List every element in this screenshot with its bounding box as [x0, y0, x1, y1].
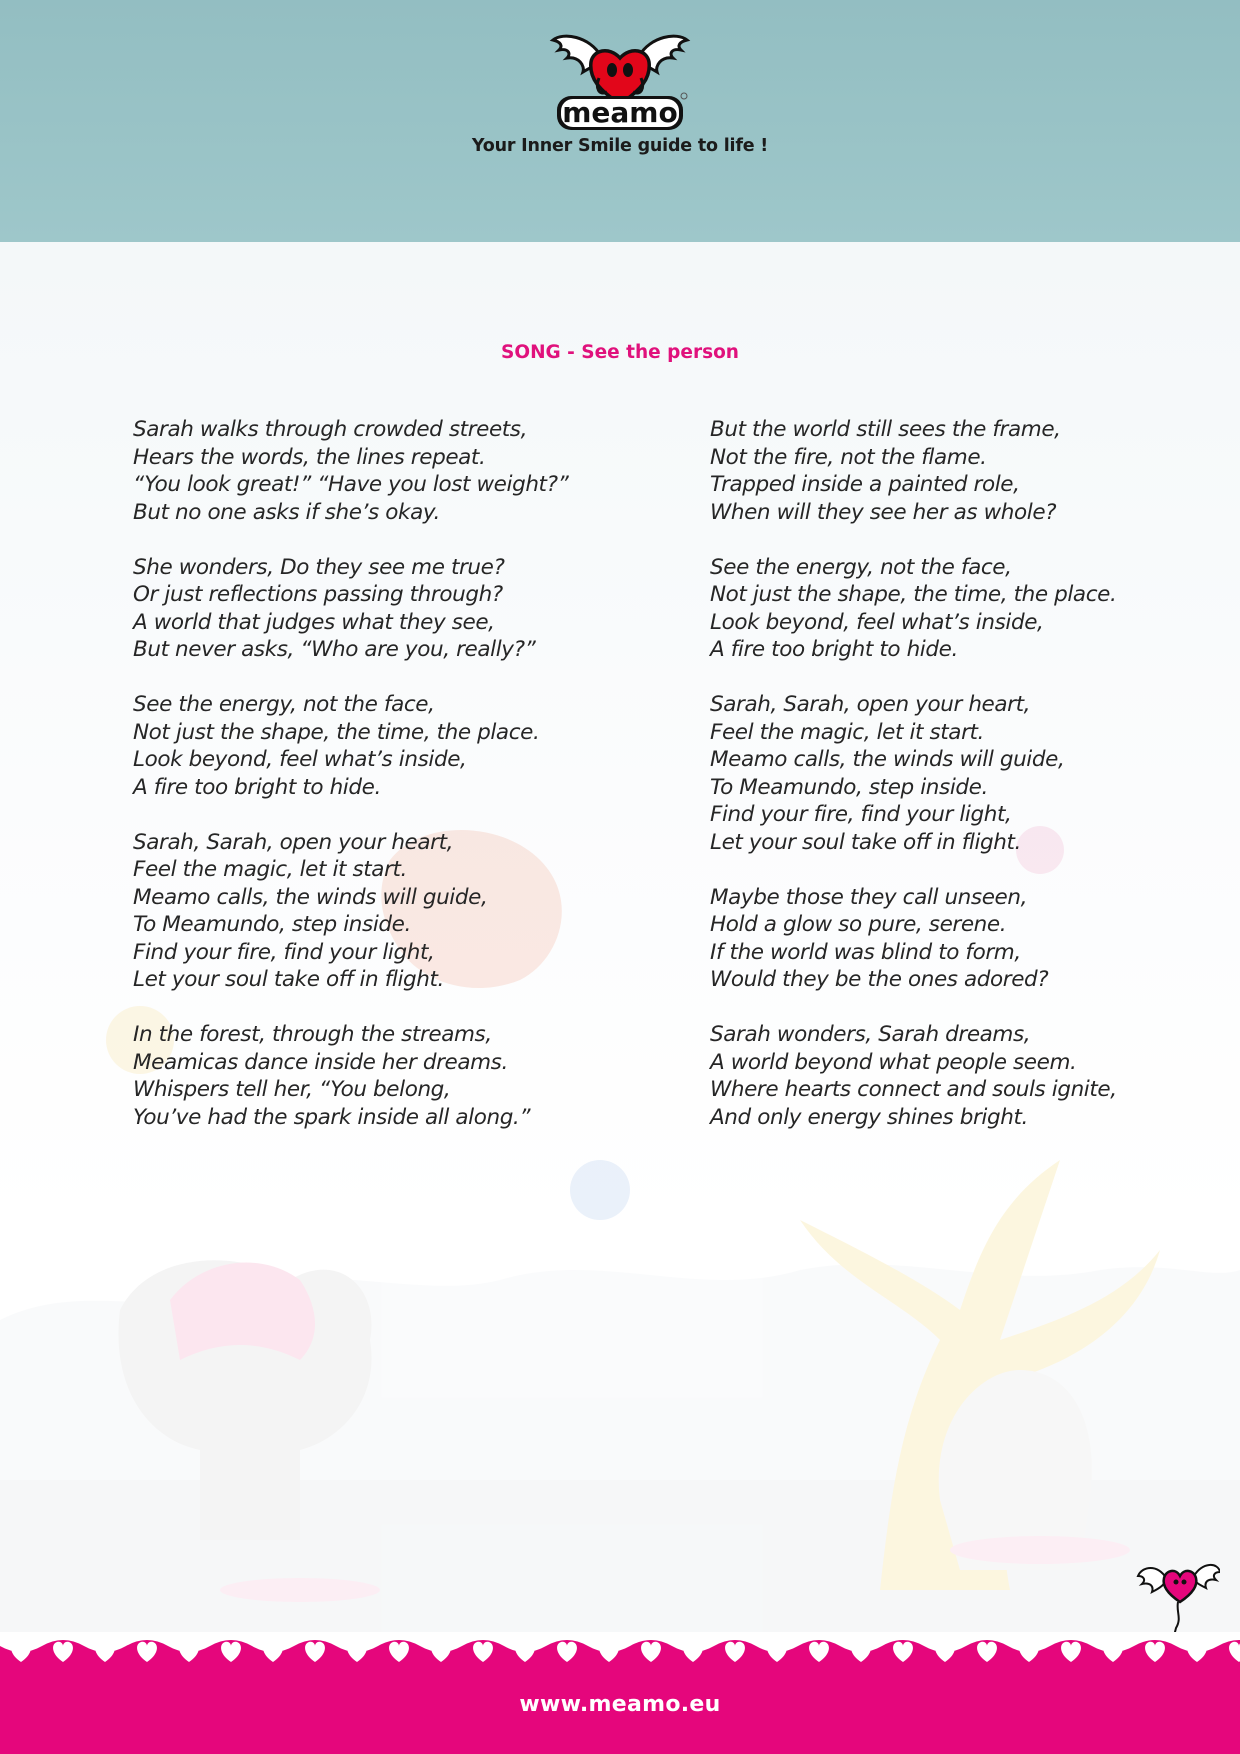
lyrics-right-column [710, 416, 1117, 1159]
stanza [710, 884, 1117, 994]
lyric-line: Meamo calls, the winds will guide, [710, 747, 1065, 772]
stanza [710, 691, 1117, 856]
lyric-line: Maybe those they call unseen, [710, 884, 1028, 910]
lyric-line: Sarah wonders, Sarah dreams, [710, 1022, 1031, 1047]
lyric-line: A fire too bright to hide. [133, 774, 381, 800]
meamo-logo-icon [549, 26, 691, 132]
lyric-line: Not the fire, not the flame. [710, 444, 987, 470]
header-band [0, 0, 1240, 242]
website-link[interactable]: www.meamo.eu [519, 1692, 721, 1717]
stanza [710, 554, 1117, 664]
lyric-line: She wonders, Do they see me true? [133, 554, 505, 580]
stanza [133, 1021, 568, 1131]
lyric-line: Would they be the ones adored? [710, 967, 1049, 992]
lyric-line: See the energy, not the face, [133, 692, 435, 717]
lyric-line: In the forest, through the streams, [133, 1022, 492, 1047]
lyric-line: But the world still sees the frame, [710, 417, 1061, 442]
lyric-line: See the energy, not the face, [710, 554, 1012, 580]
heart-border-icon [0, 1632, 1240, 1668]
lyric-line: To Meamundo, step inside. [133, 912, 411, 937]
lyric-line: Not just the shape, the time, the place. [133, 719, 540, 745]
stanza [133, 691, 568, 801]
lyric-line: Look beyond, feel what’s inside, [133, 747, 467, 772]
song-title: SONG - See the person [501, 342, 739, 363]
stanza [133, 416, 568, 526]
lyric-line: Look beyond, feel what’s inside, [710, 609, 1044, 635]
lyric-line: But never asks, “Who are you, really?” [133, 637, 536, 662]
lyric-line: Where hearts connect and souls ignite, [710, 1077, 1117, 1102]
stanza [133, 554, 568, 664]
lyric-line: And only energy shines bright. [710, 1104, 1028, 1130]
lyric-line: Find your fire, find your light, [710, 802, 1012, 827]
lyrics-left-column [133, 416, 568, 1159]
brand-wordmark: meamo [562, 96, 678, 129]
lyric-line: Feel the magic, let it start. [710, 719, 984, 745]
lyric-line: Sarah, Sarah, open your heart, [133, 829, 454, 855]
lyric-line: Feel the magic, let it start. [133, 857, 407, 882]
lyric-line: Let your soul take off in flight. [133, 967, 444, 992]
tagline: Your Inner Smile guide to life ! [471, 136, 769, 156]
winged-heart-icon [1136, 1556, 1220, 1636]
lyric-line: Not just the shape, the time, the place. [710, 582, 1117, 607]
lyric-line: A world that judges what they see, [133, 609, 495, 635]
lyric-line: Meamo calls, the winds will guide, [133, 884, 488, 910]
lyric-line: A world beyond what people seem. [710, 1049, 1077, 1075]
lyric-line: Sarah, Sarah, open your heart, [710, 692, 1031, 717]
lyric-line: Whispers tell her, “You belong, [133, 1077, 451, 1102]
stanza [710, 1021, 1117, 1131]
lyric-line: Trapped inside a painted role, [710, 472, 1020, 497]
lyric-line: Hears the words, the lines repeat. [133, 444, 486, 470]
lyric-line: A fire too bright to hide. [710, 637, 958, 662]
lyric-line: Meamicas dance inside her dreams. [133, 1049, 508, 1075]
lyric-line: Or just reflections passing through? [133, 582, 503, 607]
lyric-line: Sarah walks through crowded streets, [133, 417, 528, 442]
lyric-line: If the world was blind to form, [710, 939, 1021, 965]
lyric-line: To Meamundo, step inside. [710, 774, 988, 800]
lyric-line: Let your soul take off in flight. [710, 829, 1021, 855]
stanza [133, 829, 568, 994]
stanza [710, 416, 1117, 526]
lyric-line: You’ve had the spark inside all along.” [133, 1104, 531, 1130]
lyric-line: But no one asks if she’s okay. [133, 499, 440, 525]
lyric-line: Hold a glow so pure, serene. [710, 912, 1007, 937]
lyric-line: Find your fire, find your light, [133, 939, 435, 965]
lyric-line: “You look great!” “Have you lost weight?” [133, 472, 569, 497]
lyric-line: When will they see her as whole? [710, 499, 1057, 525]
